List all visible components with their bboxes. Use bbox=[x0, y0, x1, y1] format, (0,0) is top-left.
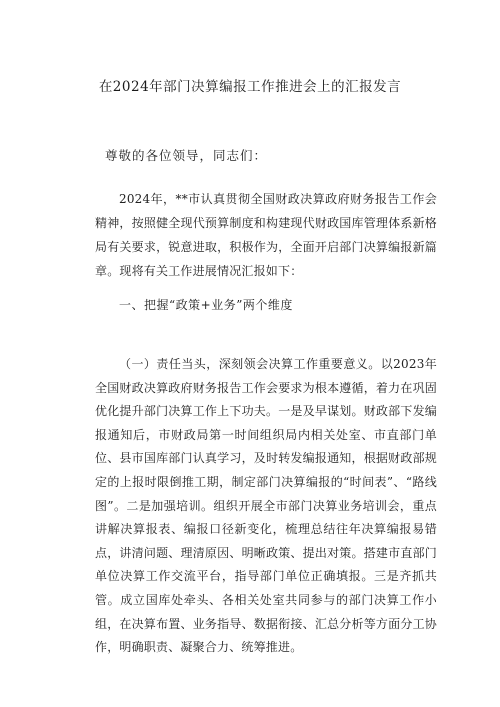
section-heading: 一、把握“政策+业务”两个维度 bbox=[119, 298, 293, 312]
salutation: 尊敬的各位领导，同志们： bbox=[105, 148, 268, 163]
section-paragraph: （一）责任当头，深刻领会决算工作重要意义。以2023年全国财政决算政府财务报告工作会要求为根本遵循，着力在巩固优化提升部门决算工作上下功夫。一是及早谋划。财政部下发编报通知后，市财政局第一时间组织局内相关处室、市直部门单位、县市国库部门认真学习，及时转发编报通知，根据财政部规定的上报时限倒推工期，制定部门决算编报的“时间表”、“路线图”。二是加强培训。组织开展全市部门决算业务培训会，重点讲解决算报表、编报口径新变化，梳理总结往年决算编报易错点，讲清问题、理清原因、明晰政策、提出对策。搭建市直部门单位决算工作交流平台，指导部门单位正确填报。三是齐抓共管。成立国库处牵头、各相关处室共同参与的部门决算工作小组，在决算布置、业务指导、数据衔接、汇总分析等方面分工协作，明确职责、凝聚合力、统筹推进。 bbox=[95, 357, 437, 655]
intro-paragraph: 2024年，**市认真贯彻全国财政决算政府财务报告工作会精神，按照健全现代预算制度和构建现代财政国库管理体系新格局有关要求，锐意进取，积极作为，全面开启部门决算编报新篇章。现将有关工作进展情况汇报如下： bbox=[95, 192, 437, 278]
document-title: 在2024年部门决算编报工作推进会上的汇报发言 bbox=[98, 79, 402, 95]
